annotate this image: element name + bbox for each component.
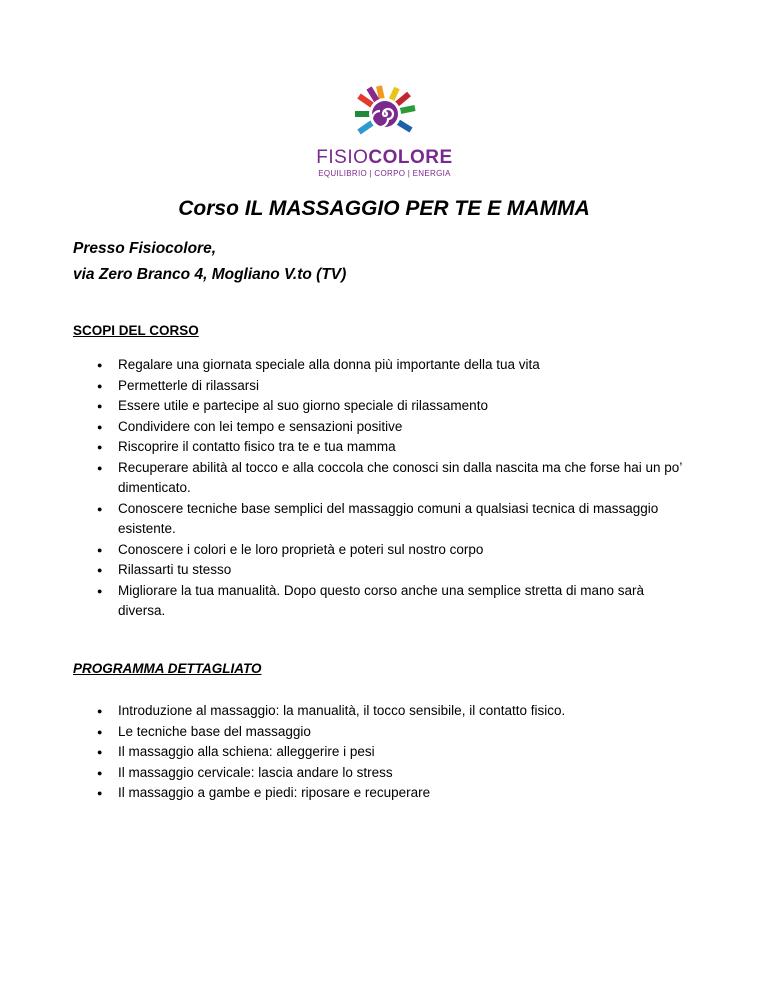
section-heading-programma: PROGRAMMA DETTAGLIATO [73,661,262,676]
list-item: ● Permetterle di rilassarsi [73,376,693,397]
list-item: ● Conoscere tecniche base semplici del massaggio comuni a qualsiasi tecnica di massaggio esistente. [97,500,659,536]
list-item: ● Rilassarti tu stesso [73,560,693,581]
location-line-2: via Zero Branco 4, Mogliano V.to (TV) [73,266,347,283]
list-item: ● Conoscere i colori e le loro proprietà e poteri sul nostro corpo [73,540,693,561]
bullet-icon: ● [97,706,103,716]
bullet-icon: ● [97,544,103,555]
list-item: ● Migliorare la tua manualità. Dopo questo corso anche una semplice stretta di mano sarà diversa. [97,582,645,618]
list-item: ● Introduzione al massaggio: la manualità, il tocco sensibile, il contatto fisico. [73,701,693,722]
bullet-icon: ● [97,421,103,432]
brand-name: FISIOCOLORE [316,147,453,168]
list-item: ● Il massaggio alla schiena: alleggerire i pesi [73,742,693,763]
sun-spiral-icon [345,84,425,146]
list-item: ● Regalare una giornata speciale alla donna più importante della tua vita [73,355,693,376]
fisiocolore-logo [312,84,457,180]
list-item: ● Riscoprire il contatto fisico tra te e tua mamma [73,437,693,458]
bullet-icon: ● [97,726,103,737]
bullet-icon: ● [97,442,103,452]
section-heading-scopi: SCOPI DEL CORSO [73,323,199,338]
list-item: ● Condividere con lei tempo e sensazioni positive [73,417,693,438]
location-line-1: Presso Fisiocolore, [73,240,216,257]
bullet-icon: ● [97,401,103,411]
list-item: ● Il massaggio a gambe e piedi: riposare e recuperare [73,783,693,804]
bullet-icon: ● [97,360,103,370]
bullet-icon: ● [97,788,103,798]
list-item: ● Essere utile e partecipe al suo giorno speciale di rilassamento [73,396,693,417]
brand-tagline: EQUILIBRIO | CORPO | ENERGIA [318,169,451,178]
bullet-icon: ● [97,747,103,757]
bullet-icon: ● [97,462,103,473]
page-title: Corso IL MASSAGGIO PER TE E MAMMA [178,197,590,220]
bullet-icon: ● [97,565,103,575]
list-item: ● Le tecniche base del massaggio [73,722,693,743]
bullet-icon: ● [97,767,103,778]
bullet-icon: ● [97,380,103,391]
programma-list [73,701,693,804]
list-item: ● Recuperare abilità al tocco e alla coccola che conosci sin dalla nascita ma che forse hai un po’ dimenticato. [97,459,682,495]
location-block [73,236,346,288]
bullet-icon: ● [97,503,103,514]
list-item: ● Il massaggio cervicale: lascia andare lo stress [73,763,693,784]
scopi-list [73,355,693,622]
bullet-icon: ● [97,585,103,596]
